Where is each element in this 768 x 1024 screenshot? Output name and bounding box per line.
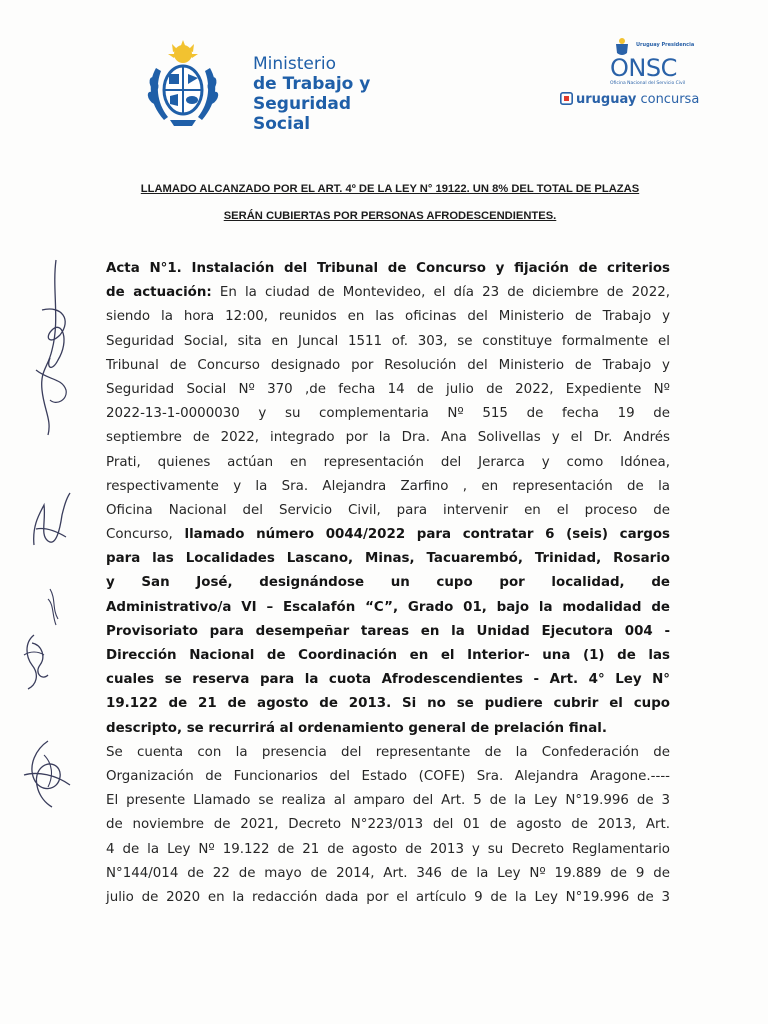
- body-line: Organización de Funcionarios del Estado (COFE) Sra. Alejandra Aragone.----: [106, 768, 670, 784]
- concursa-brand: uruguay: [576, 92, 637, 107]
- heading-line1: LLAMADO ALCANZADO POR EL ART. 4º DE LA LEY N° 19122. UN 8% DEL TOTAL DE PLAZAS: [140, 183, 640, 195]
- body-line: El presente Llamado se realiza al amparo del Art. 5 de la Ley N°19.996 de 3: [106, 793, 670, 809]
- body-line: Oficina Nacional del Servicio Civil, para intervenir en el proceso de: [106, 502, 670, 518]
- body-line: [106, 257, 670, 281]
- body-line: Seguridad Social, sita en Juncal 1511 of. 303, se constituye formalmente el: [106, 333, 670, 349]
- body-line: N°144/014 de 22 de mayo de 2014, Art. 346 de la Ley Nº 19.889 de 9 de: [106, 865, 670, 881]
- body-line: 4 de la Ley Nº 19.122 de 21 de agosto de 2013 y su Decreto Reglamentario: [106, 841, 670, 857]
- body-text: Concurso,: [106, 527, 173, 543]
- body-line: de noviembre de 2021, Decreto N°223/013 del 01 de agosto de 2013, Art.: [106, 817, 670, 833]
- body-line: [106, 281, 670, 305]
- uruguay-concursa-logo: [560, 92, 699, 107]
- concursa-word: concursa: [640, 92, 700, 107]
- onsc-subtitle: Oficina Nacional del Servicio Civil: [610, 81, 686, 86]
- body-line: julio de 2020 en la redacción dada por el artículo 9 de la Ley N°19.996 de 3: [106, 889, 670, 905]
- body-line: Se cuenta con la presencia del representante de la Confederación de: [106, 744, 670, 760]
- body-line: para las Localidades Lascano, Minas, Tacuarembó, Trinidad, Rosario: [106, 551, 670, 567]
- signature-1: [22, 250, 78, 440]
- body-line: Administrativo/a VI – Escalafón “C”, Grado 01, bajo la modalidad de: [106, 599, 670, 615]
- ministry-name: [253, 54, 402, 134]
- ministry-line1: Ministerio: [253, 54, 336, 74]
- signature-4: [18, 735, 74, 815]
- act-body: [106, 257, 670, 910]
- body-line: Dirección Nacional de Coordinación en el Interior- una (1) de las: [106, 648, 670, 663]
- body-bold: de actuación:: [106, 285, 212, 301]
- body-line: 19.122 de 21 de agosto de 2013. Si no se pudiere cubrir el cupo: [106, 696, 670, 712]
- body-line: descripto, se recurrirá al ordenamiento general de prelación final.: [106, 720, 607, 736]
- ministry-line3: Seguridad Social: [253, 94, 352, 134]
- body-line: 2022-13-1-0000030 y su complementaria Nº 515 de fecha 19 de: [106, 406, 670, 422]
- concursa-icon: [560, 92, 573, 105]
- signature-2: [26, 485, 76, 555]
- body-line: Provisoriato para desempeñar tareas en la Unidad Ejecutora 004 -: [106, 623, 670, 639]
- ministry-logo: [142, 40, 402, 132]
- body-bold: Acta N°1. Instalación del Tribunal de Concurso y fijación de criterios: [106, 261, 670, 276]
- body-line: Seguridad Social Nº 370 ,de fecha 14 de julio de 2022, Expediente Nº: [106, 381, 670, 397]
- body-line: Tribunal de Concurso designado por Resolución del Ministerio de Trabajo y: [106, 357, 670, 373]
- coat-of-arms-icon: [142, 40, 224, 132]
- onsc-logo: [558, 36, 698, 116]
- body-bold: llamado número 0044/2022 para contratar 6 (seis) cargos: [172, 527, 670, 543]
- body-line: siendo la hora 12:00, reunidos en las oficinas del Ministerio de Trabajo y: [106, 309, 670, 325]
- ministry-line2: de Trabajo y: [253, 74, 371, 94]
- body-line: y San José, designándose un cupo por localidad, de: [106, 575, 670, 591]
- body-line: respectivamente y la Sra. Alejandra Zarfino , en representación de la: [106, 478, 670, 494]
- body-line: Prati, quienes actúan en representación del Jerarca y como Idónea,: [106, 454, 670, 470]
- onsc-title: ONSC: [610, 54, 677, 82]
- signature-3: [12, 585, 68, 695]
- body-line: septiembre de 2022, integrado por la Dra. Ana Solivellas y el Dr. Andrés: [106, 430, 670, 446]
- heading-line2: SERÁN CUBIERTAS POR PERSONAS AFRODESCENDIENTES.: [223, 210, 557, 222]
- body-line: [106, 523, 670, 547]
- body-line: cuales se reserva para la cuota Afrodescendientes - Art. 4° Ley N°: [106, 672, 670, 688]
- onsc-top-text: Uruguay Presidencia: [636, 42, 695, 48]
- body-text: En la ciudad de Montevideo, el día 23 de diciembre de 2022,: [211, 285, 670, 301]
